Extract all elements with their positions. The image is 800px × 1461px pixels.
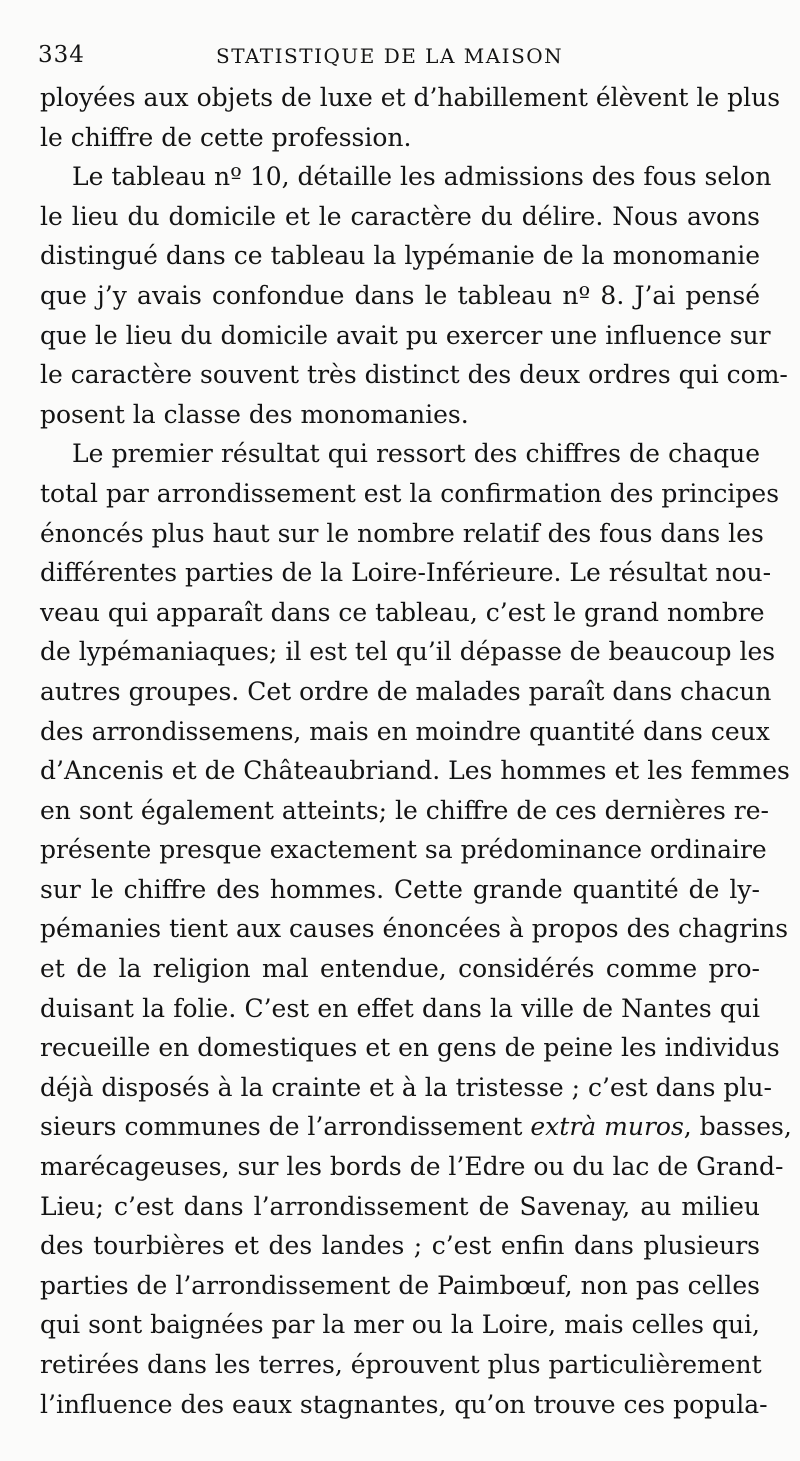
text-line (40, 1385, 768, 1425)
body-text (40, 78, 792, 1424)
text-line (40, 1068, 772, 1108)
text-line-content: posent la classe des monomanies. (40, 399, 469, 429)
text-line-content: le chiffre de cette profession. (40, 122, 412, 152)
text-line (40, 989, 760, 1029)
text-line (40, 1266, 760, 1306)
text-line-content: parties de l’arrondissement de Paimbœuf, non pas celles (40, 1270, 760, 1300)
text-line (40, 909, 789, 949)
text-line (40, 949, 760, 989)
page-number: 334 (38, 42, 85, 68)
text-line-content: Le premier résultat qui ressort des chiffres de chaque (72, 439, 760, 469)
text-line (40, 1107, 792, 1147)
text-line-content: d’Ancenis et de Châteaubriand. Les hommes et les femmes (40, 756, 790, 786)
text-line-tail: , basses, (683, 1112, 792, 1142)
text-line (40, 751, 790, 791)
text-line-content: différentes parties de la Loire-Inférieure. Le résultat nou- (40, 558, 772, 588)
text-line-content: autres groupes. Cet ordre de malades paraît dans chacun (40, 676, 772, 706)
text-line (40, 514, 764, 554)
text-line-content: total par arrondissement est la confirmation des principes (40, 478, 780, 508)
text-line (40, 434, 760, 474)
text-line-content: que j’y avais confondue dans le tableau nº 8. J’ai pensé (40, 280, 760, 310)
text-line (40, 672, 772, 712)
text-line-content: recueille en domestiques et en gens de peine les individus (40, 1033, 780, 1063)
text-line (40, 1187, 760, 1227)
text-line (40, 791, 770, 831)
text-line-content: énoncés plus haut sur le nombre relatif des fous dans les (40, 518, 764, 548)
text-line-content: déjà disposés à la crainte et à la tristesse ; c’est dans plu- (40, 1072, 772, 1102)
text-line (40, 1226, 760, 1266)
text-line-content: marécageuses, sur les bords de l’Edre ou du lac de Grand- (40, 1152, 784, 1182)
text-line-content: l’influence des eaux stagnantes, qu’on trouve ces popula- (40, 1389, 768, 1419)
text-line-content: des tourbières et des landes ; c’est enfin dans plusieurs (40, 1231, 760, 1261)
text-line (40, 395, 760, 435)
text-line (40, 78, 781, 118)
text-line (40, 553, 772, 593)
italic-phrase: extrà muros (530, 1112, 684, 1142)
text-line-content: et de la religion mal entendue, considérés comme pro- (40, 954, 760, 984)
text-line-content: le caractère souvent très distinct des deux ordres qui com- (40, 360, 788, 390)
text-line-content: présente presque exactement sa prédominance ordinaire (40, 835, 767, 865)
text-line (40, 712, 770, 752)
text-line (40, 1345, 760, 1385)
text-line (40, 870, 760, 910)
text-line (40, 1028, 780, 1068)
text-line-content: Le tableau nº 10, détaille les admissions des fous selon (72, 162, 772, 192)
text-line (40, 316, 771, 356)
running-title: STATISTIQUE DE LA MAISON (216, 44, 564, 68)
text-line-content: en sont également atteints; le chiffre de ces dernières re- (40, 795, 770, 825)
text-line (40, 1305, 760, 1345)
text-line-content: sur le chiffre des hommes. Cette grande quantité de ly- (40, 874, 760, 904)
text-line-content: ployées aux objets de luxe et d’habillement élèvent le plus (40, 83, 781, 112)
text-line-content: veau qui apparaît dans ce tableau, c’est le grand nombre (40, 597, 765, 627)
text-line-content: retirées dans les terres, éprouvent plus particulièrement (40, 1350, 762, 1379)
text-line-content: pémanies tient aux causes énoncées à propos des chagrins (40, 914, 789, 944)
text-line (40, 474, 780, 514)
text-line (40, 276, 760, 316)
text-line (40, 355, 788, 395)
text-line-content: que le lieu du domicile avait pu exercer une influence sur (40, 320, 771, 350)
text-line (40, 593, 765, 633)
text-line-content: Lieu; c’est dans l’arrondissement de Savenay, au milieu (40, 1191, 760, 1221)
text-line-content: sieurs communes de l’arrondissement (40, 1112, 523, 1142)
text-line-content: des arrondissemens, mais en moindre quantité dans ceux (40, 716, 770, 746)
text-line-content: le lieu du domicile et le caractère du délire. Nous avons (40, 201, 760, 231)
text-line (40, 632, 776, 672)
text-line-content: qui sont baignées par la mer ou la Loire, mais celles qui, (40, 1310, 760, 1340)
text-line-content: distingué dans ce tableau la lypémanie de la monomanie (40, 241, 760, 271)
text-line (40, 118, 760, 158)
text-line-content: duisant la folie. C’est en effet dans la ville de Nantes qui (40, 993, 760, 1023)
text-line (40, 197, 760, 237)
page-header (38, 42, 758, 76)
text-line (40, 157, 772, 197)
text-line (40, 236, 760, 276)
text-line-content: de lypémaniaques; il est tel qu’il dépasse de beaucoup les (40, 637, 776, 667)
text-line (40, 1147, 784, 1187)
text-line (40, 830, 767, 870)
